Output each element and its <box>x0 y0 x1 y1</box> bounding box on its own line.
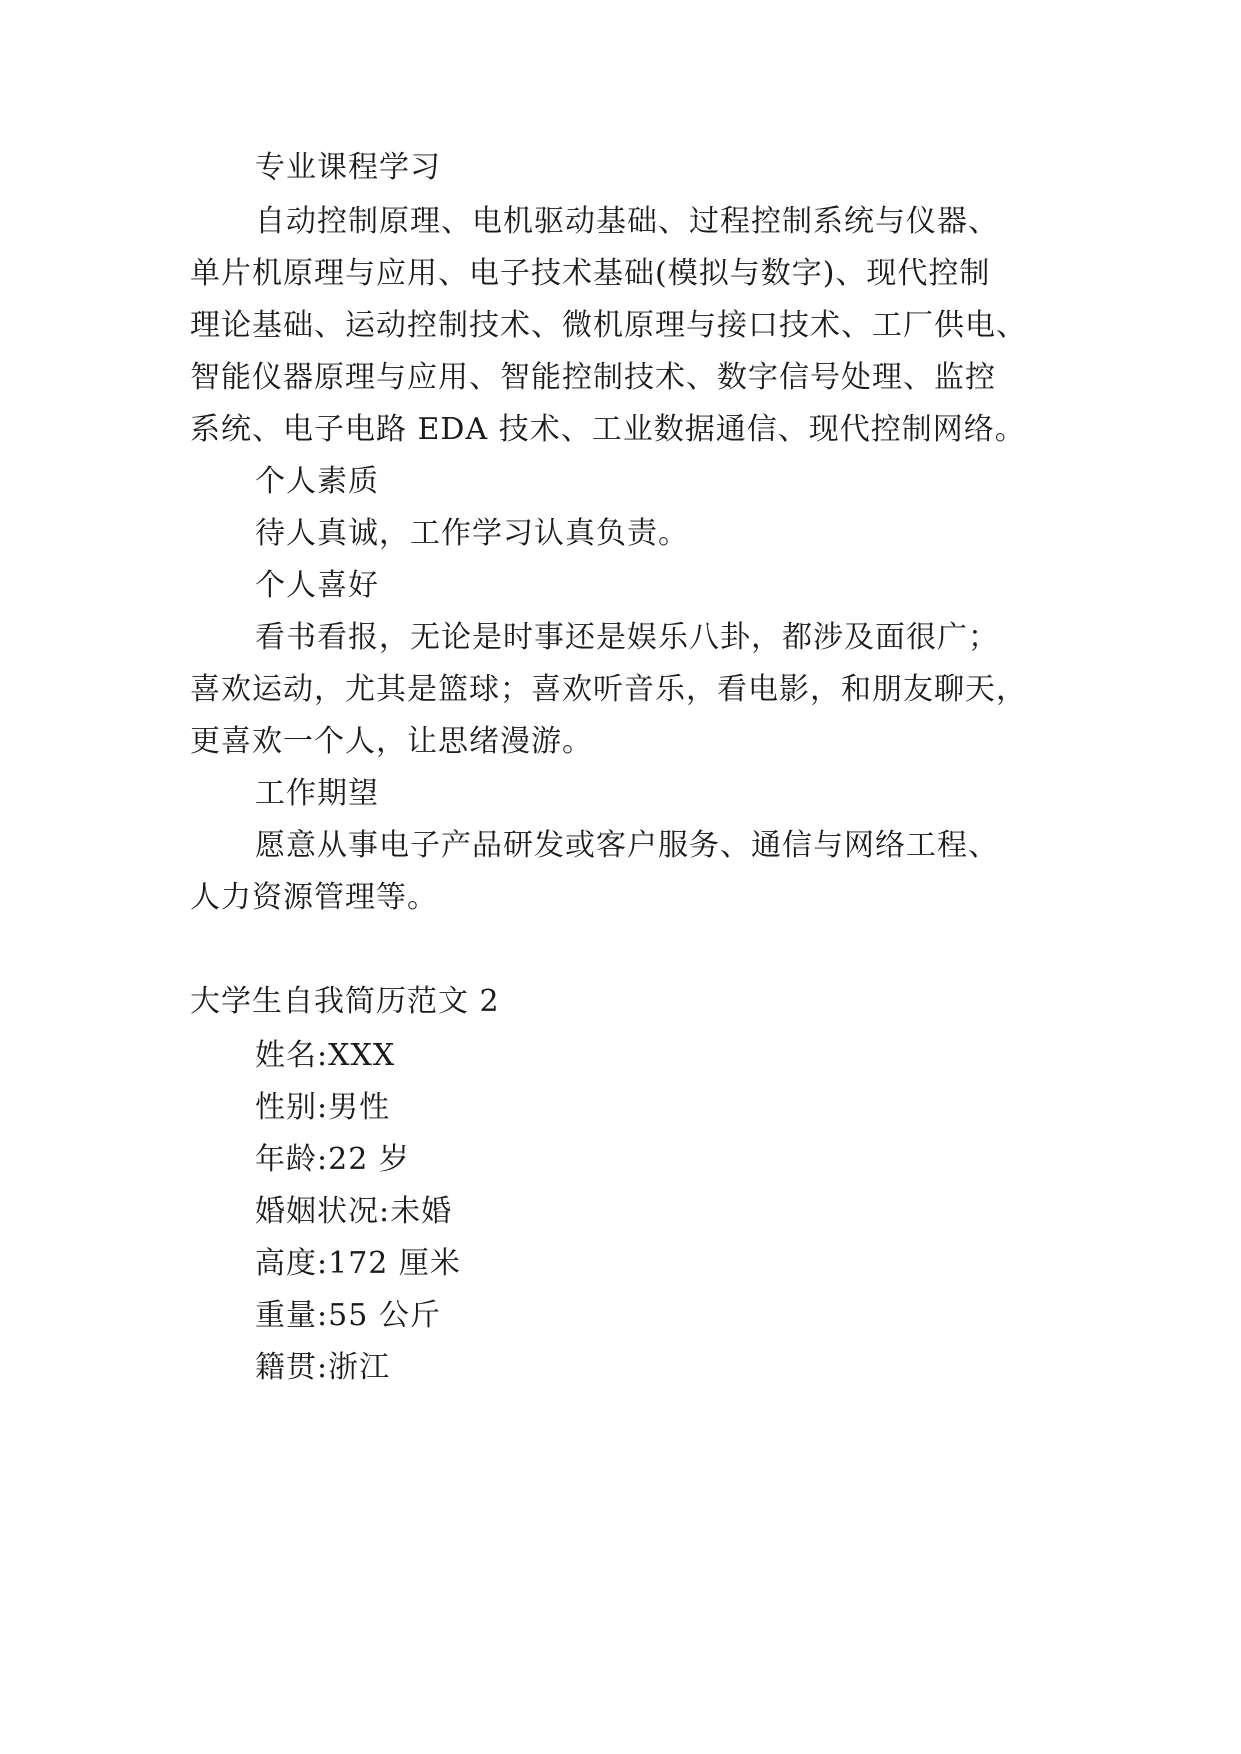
field-weight: 重量:55 公斤 <box>255 1298 441 1333</box>
courses-line-3: 理论基础、运动控制技术、微机原理与接口技术、工厂供电、 <box>190 308 1027 343</box>
courses-heading: 专业课程学习 <box>255 150 441 185</box>
courses-line-2: 单片机原理与应用、电子技术基础(模拟与数字)、现代控制 <box>190 256 991 291</box>
expect-line-2: 人力资源管理等。 <box>190 880 438 915</box>
field-age: 年龄:22 岁 <box>255 1142 410 1177</box>
hobby-line-3: 更喜欢一个人，让思绪漫游。 <box>190 724 593 759</box>
field-hometown: 籍贯:浙江 <box>255 1350 391 1385</box>
field-gender: 性别:男性 <box>255 1090 391 1125</box>
quality-text: 待人真诚，工作学习认真负责。 <box>255 516 689 551</box>
hobby-heading: 个人喜好 <box>255 568 379 603</box>
field-marital-status: 婚姻状况:未婚 <box>255 1194 453 1229</box>
quality-heading: 个人素质 <box>255 464 379 499</box>
courses-line-5: 系统、电子电路 EDA 技术、工业数据通信、现代控制网络。 <box>190 412 1026 447</box>
courses-line-1: 自动控制原理、电机驱动基础、过程控制系统与仪器、 <box>255 204 999 239</box>
hobby-line-1: 看书看报，无论是时事还是娱乐八卦，都涉及面很广； <box>255 620 999 655</box>
field-height: 高度:172 厘米 <box>255 1246 461 1281</box>
field-name: 姓名:XXX <box>255 1038 396 1073</box>
expect-heading: 工作期望 <box>255 776 379 811</box>
expect-line-1: 愿意从事电子产品研发或客户服务、通信与网络工程、 <box>255 828 999 863</box>
hobby-line-2: 喜欢运动，尤其是篮球；喜欢听音乐，看电影，和朋友聊天， <box>190 672 1027 707</box>
courses-line-4: 智能仪器原理与应用、智能控制技术、数字信号处理、监控 <box>190 360 996 395</box>
section2-title: 大学生自我简历范文 2 <box>190 984 500 1019</box>
